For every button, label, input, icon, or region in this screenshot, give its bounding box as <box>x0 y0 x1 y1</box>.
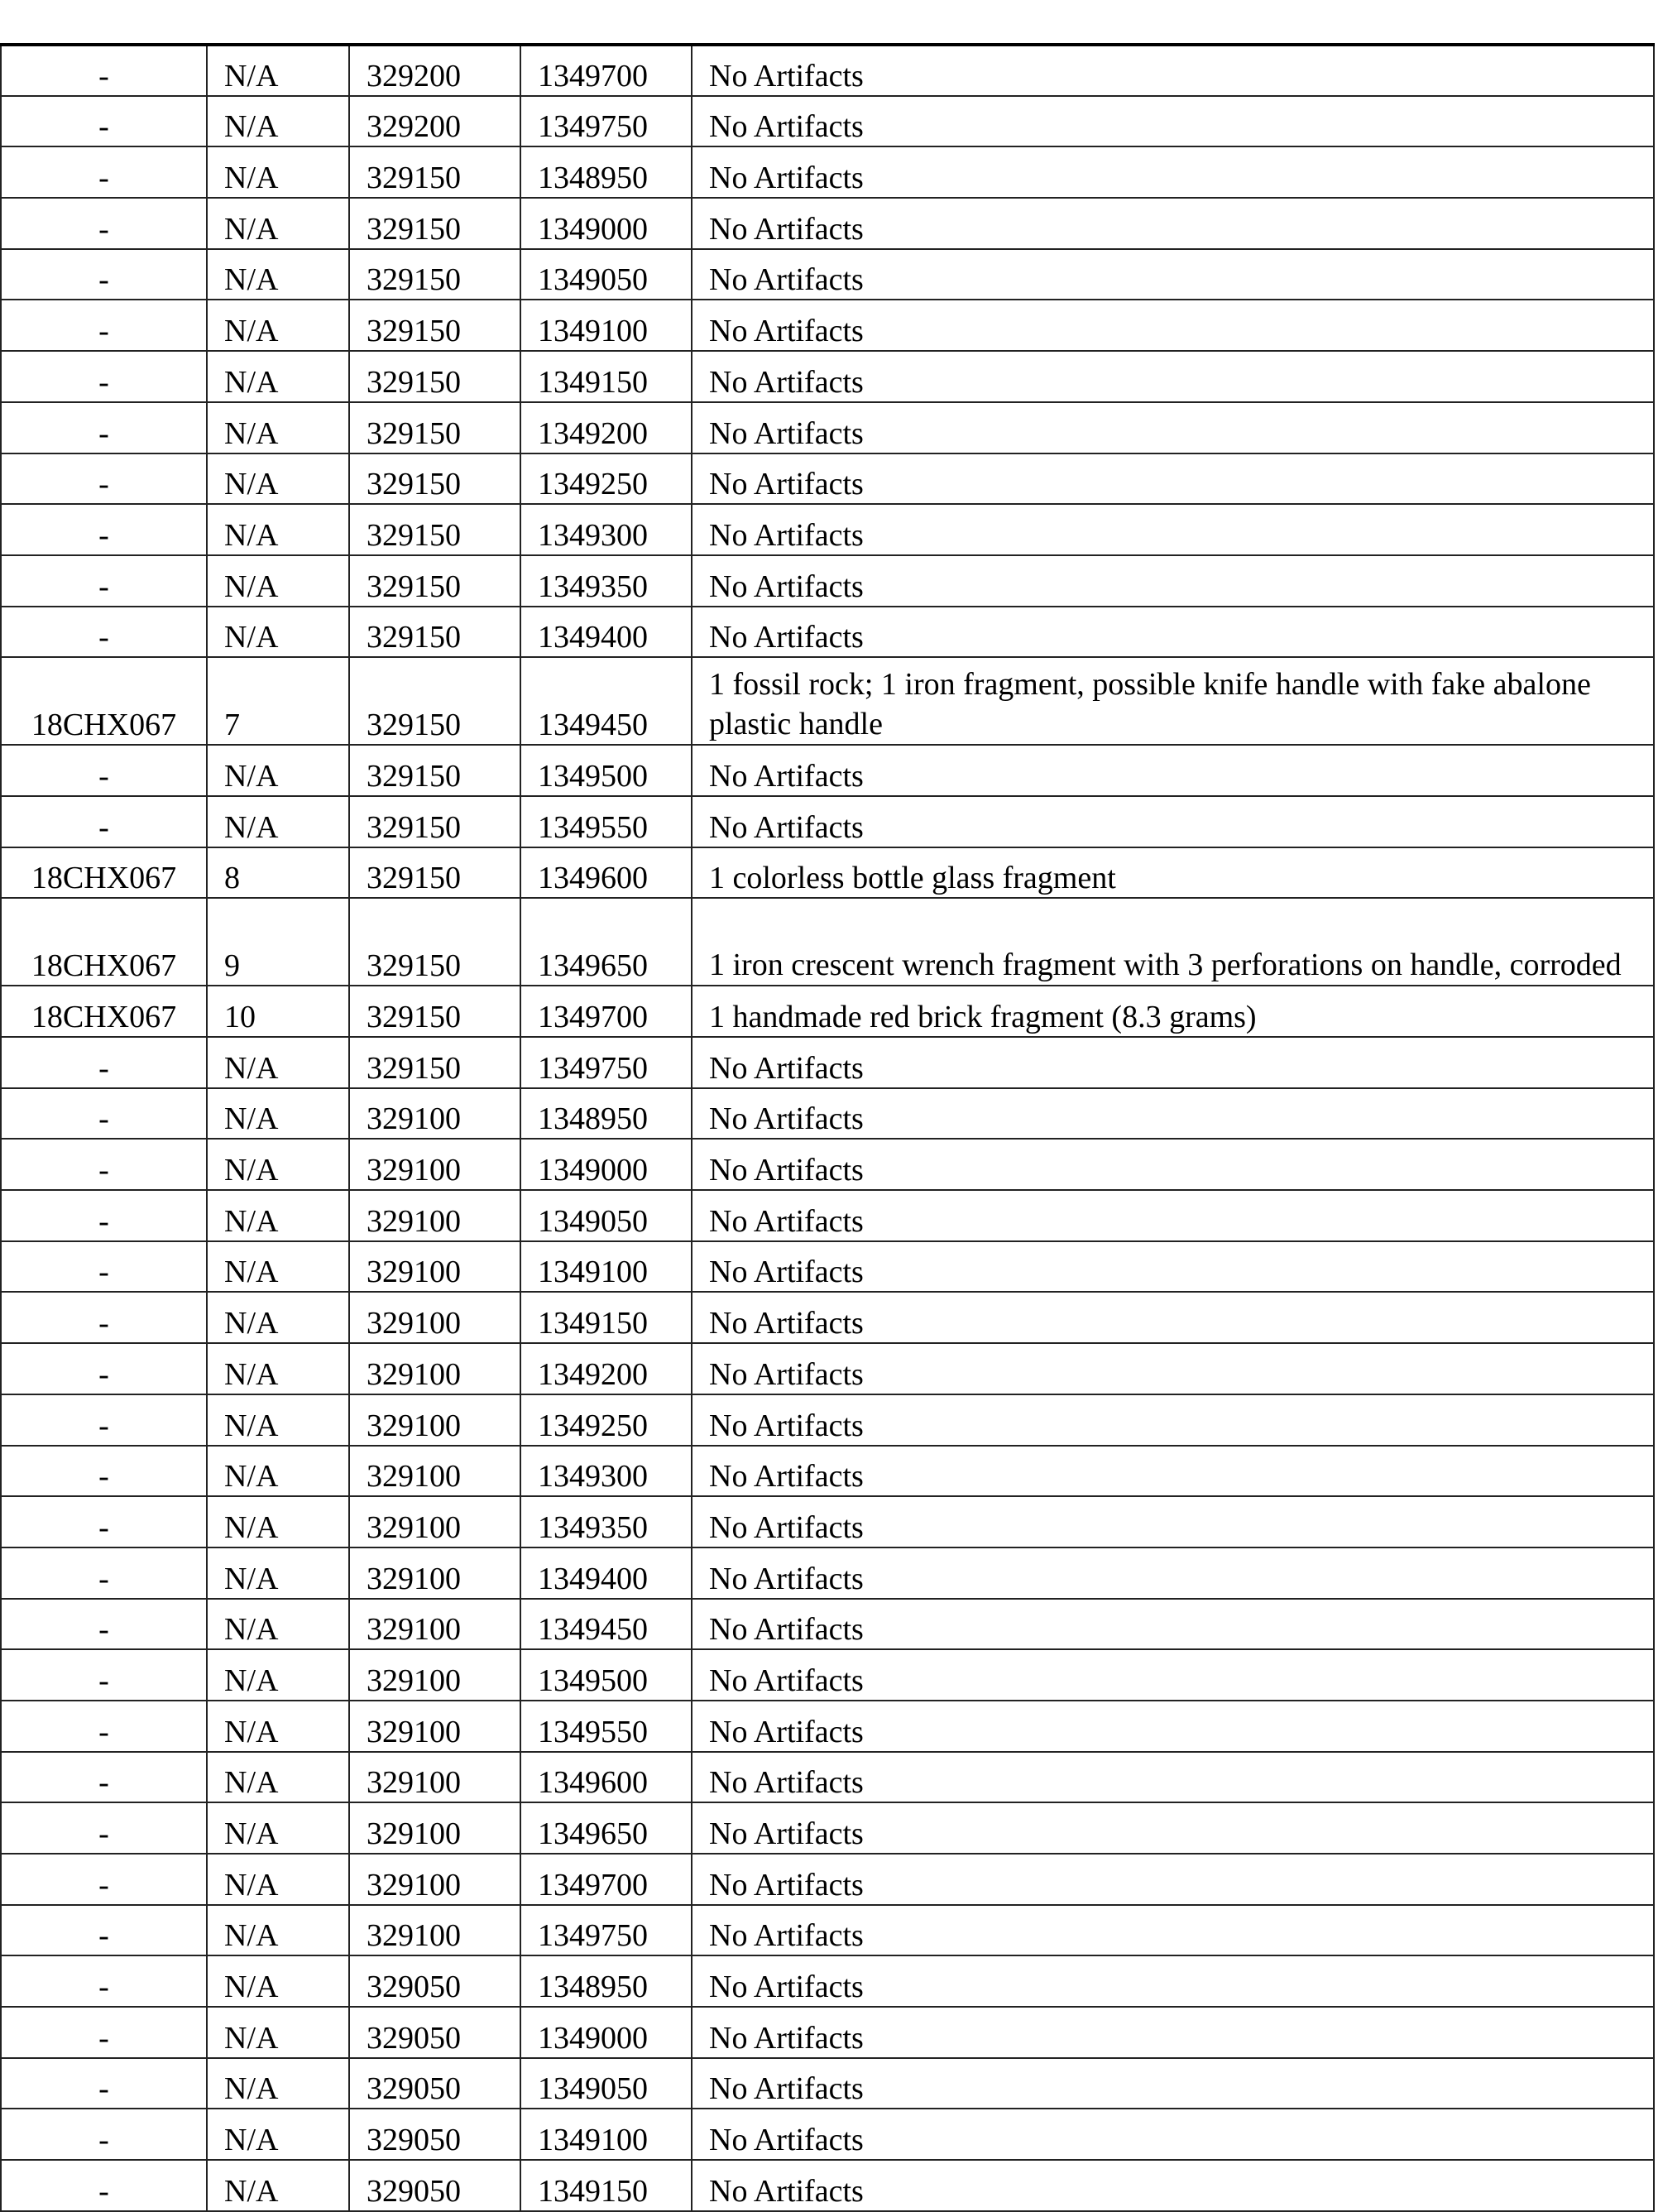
easting-cell: 329150 <box>349 453 520 505</box>
northing-cell: 1349050 <box>520 1190 692 1241</box>
table-row <box>1 1496 1654 1547</box>
northing-cell: 1349150 <box>520 351 692 402</box>
northing-cell: 1349100 <box>520 2109 692 2160</box>
artifact-description-cell: No Artifacts <box>692 796 1654 847</box>
northing-cell: 1349700 <box>520 45 692 96</box>
easting-cell: 329150 <box>349 504 520 555</box>
artifact-description-cell: No Artifacts <box>692 402 1654 453</box>
catalog-number-cell: N/A <box>207 45 349 96</box>
table-row <box>1 198 1654 249</box>
artifact-description-cell: No Artifacts <box>692 745 1654 796</box>
artifact-description-cell: No Artifacts <box>692 2109 1654 2160</box>
catalog-number-cell: N/A <box>207 1343 349 1394</box>
site-number-cell: 18CHX067 <box>1 847 207 899</box>
site-number-cell: - <box>1 1854 207 1905</box>
table-row <box>1 1139 1654 1190</box>
northing-cell: 1349700 <box>520 986 692 1037</box>
table-row <box>1 1088 1654 1140</box>
northing-cell: 1349000 <box>520 1139 692 1190</box>
catalog-number-cell: N/A <box>207 453 349 505</box>
easting-cell: 329050 <box>349 2007 520 2058</box>
northing-cell: 1349100 <box>520 300 692 351</box>
table-row <box>1 1752 1654 1803</box>
artifact-description-cell: No Artifacts <box>692 1955 1654 2007</box>
table-row <box>1 796 1654 847</box>
site-number-cell: - <box>1 198 207 249</box>
table-row <box>1 249 1654 300</box>
site-number-cell: - <box>1 1394 207 1446</box>
artifact-description-cell: No Artifacts <box>692 45 1654 96</box>
catalog-number-cell: N/A <box>207 1802 349 1854</box>
table-row <box>1 1649 1654 1701</box>
catalog-number-cell: N/A <box>207 1037 349 1088</box>
site-number-cell: - <box>1 249 207 300</box>
catalog-number-cell: N/A <box>207 2160 349 2211</box>
northing-cell: 1349100 <box>520 1241 692 1293</box>
site-number-cell: - <box>1 2007 207 2058</box>
catalog-number-cell: 7 <box>207 657 349 745</box>
artifact-description-cell: No Artifacts <box>692 1037 1654 1088</box>
catalog-number-cell: 10 <box>207 986 349 1037</box>
table-row <box>1 1394 1654 1446</box>
site-number-cell: - <box>1 1292 207 1343</box>
site-number-cell: - <box>1 1190 207 1241</box>
table-row <box>1 1701 1654 1752</box>
northing-cell: 1349350 <box>520 1496 692 1547</box>
artifact-description-cell: No Artifacts <box>692 1547 1654 1599</box>
table-row <box>1 1037 1654 1088</box>
easting-cell: 329150 <box>349 745 520 796</box>
northing-cell: 1349050 <box>520 2058 692 2109</box>
table-row <box>1 1241 1654 1293</box>
site-number-cell: - <box>1 402 207 453</box>
easting-cell: 329100 <box>349 1496 520 1547</box>
catalog-number-cell: N/A <box>207 1292 349 1343</box>
artifact-description-cell: No Artifacts <box>692 1599 1654 1650</box>
table-row <box>1 45 1654 96</box>
table-row <box>1 1955 1654 2007</box>
northing-cell: 1349200 <box>520 402 692 453</box>
site-number-cell: 18CHX067 <box>1 657 207 745</box>
northing-cell: 1349300 <box>520 1446 692 1497</box>
easting-cell: 329100 <box>349 1292 520 1343</box>
northing-cell: 1349500 <box>520 745 692 796</box>
table-row <box>1 1343 1654 1394</box>
easting-cell: 329100 <box>349 1547 520 1599</box>
site-number-cell: 18CHX067 <box>1 898 207 986</box>
catalog-number-cell: N/A <box>207 300 349 351</box>
catalog-number-cell: N/A <box>207 555 349 607</box>
catalog-number-cell: N/A <box>207 607 349 658</box>
site-number-cell: - <box>1 745 207 796</box>
northing-cell: 1349650 <box>520 1802 692 1854</box>
easting-cell: 329100 <box>349 1139 520 1190</box>
easting-cell: 329050 <box>349 1955 520 2007</box>
northing-cell: 1349700 <box>520 1854 692 1905</box>
artifact-table <box>0 43 1655 2212</box>
northing-cell: 1348950 <box>520 1088 692 1140</box>
table-row <box>1 2058 1654 2109</box>
catalog-number-cell: N/A <box>207 249 349 300</box>
table-row <box>1 898 1654 986</box>
northing-cell: 1349250 <box>520 1394 692 1446</box>
table-row <box>1 402 1654 453</box>
easting-cell: 329050 <box>349 2160 520 2211</box>
artifact-description-cell: No Artifacts <box>692 607 1654 658</box>
site-number-cell: - <box>1 351 207 402</box>
site-number-cell: - <box>1 1446 207 1497</box>
easting-cell: 329200 <box>349 96 520 147</box>
easting-cell: 329100 <box>349 1802 520 1854</box>
catalog-number-cell: 9 <box>207 898 349 986</box>
site-number-cell: - <box>1 96 207 147</box>
catalog-number-cell: N/A <box>207 1701 349 1752</box>
site-number-cell: - <box>1 1905 207 1956</box>
easting-cell: 329150 <box>349 986 520 1037</box>
artifact-description-cell: No Artifacts <box>692 504 1654 555</box>
easting-cell: 329100 <box>349 1905 520 1956</box>
artifact-description-cell: 1 handmade red brick fragment (8.3 grams) <box>692 986 1654 1037</box>
northing-cell: 1349400 <box>520 1547 692 1599</box>
easting-cell: 329100 <box>349 1088 520 1140</box>
easting-cell: 329150 <box>349 796 520 847</box>
site-number-cell: - <box>1 1802 207 1854</box>
catalog-number-cell: N/A <box>207 745 349 796</box>
site-number-cell: - <box>1 555 207 607</box>
northing-cell: 1349000 <box>520 2007 692 2058</box>
table-row <box>1 1292 1654 1343</box>
easting-cell: 329150 <box>349 657 520 745</box>
catalog-number-cell: N/A <box>207 1955 349 2007</box>
northing-cell: 1349000 <box>520 198 692 249</box>
northing-cell: 1348950 <box>520 1955 692 2007</box>
easting-cell: 329100 <box>349 1343 520 1394</box>
catalog-number-cell: N/A <box>207 2007 349 2058</box>
site-number-cell: - <box>1 1701 207 1752</box>
site-number-cell: - <box>1 300 207 351</box>
catalog-number-cell: N/A <box>207 1496 349 1547</box>
table-row <box>1 2160 1654 2211</box>
easting-cell: 329050 <box>349 2109 520 2160</box>
easting-cell: 329100 <box>349 1649 520 1701</box>
site-number-cell: - <box>1 1496 207 1547</box>
northing-cell: 1349550 <box>520 1701 692 1752</box>
artifact-description-cell: No Artifacts <box>692 2007 1654 2058</box>
easting-cell: 329150 <box>349 607 520 658</box>
site-number-cell: - <box>1 1241 207 1293</box>
table-row <box>1 1854 1654 1905</box>
easting-cell: 329100 <box>349 1599 520 1650</box>
catalog-number-cell: N/A <box>207 402 349 453</box>
site-number-cell: - <box>1 1599 207 1650</box>
northing-cell: 1349600 <box>520 847 692 899</box>
table-row <box>1 351 1654 402</box>
northing-cell: 1349150 <box>520 1292 692 1343</box>
table-row <box>1 847 1654 899</box>
catalog-number-cell: N/A <box>207 1905 349 1956</box>
artifact-description-cell: No Artifacts <box>692 1190 1654 1241</box>
catalog-number-cell: N/A <box>207 1394 349 1446</box>
artifact-description-cell: No Artifacts <box>692 1752 1654 1803</box>
easting-cell: 329100 <box>349 1854 520 1905</box>
easting-cell: 329150 <box>349 1037 520 1088</box>
northing-cell: 1348950 <box>520 146 692 198</box>
artifact-description-cell: No Artifacts <box>692 1802 1654 1854</box>
catalog-number-cell: N/A <box>207 1752 349 1803</box>
catalog-number-cell: N/A <box>207 2058 349 2109</box>
easting-cell: 329150 <box>349 146 520 198</box>
site-number-cell: - <box>1 146 207 198</box>
table-row <box>1 657 1654 745</box>
artifact-description-cell: No Artifacts <box>692 1394 1654 1446</box>
table-row <box>1 2109 1654 2160</box>
northing-cell: 1349550 <box>520 796 692 847</box>
artifact-description-cell: 1 iron crescent wrench fragment with 3 perforations on handle, corroded <box>692 898 1654 986</box>
catalog-number-cell: N/A <box>207 1241 349 1293</box>
artifact-description-cell: No Artifacts <box>692 1241 1654 1293</box>
catalog-number-cell: N/A <box>207 1088 349 1140</box>
catalog-number-cell: N/A <box>207 146 349 198</box>
artifact-description-cell: No Artifacts <box>692 1343 1654 1394</box>
table-row <box>1 146 1654 198</box>
site-number-cell: - <box>1 504 207 555</box>
catalog-number-cell: N/A <box>207 1190 349 1241</box>
easting-cell: 329150 <box>349 300 520 351</box>
northing-cell: 1349750 <box>520 1037 692 1088</box>
site-number-cell: - <box>1 1649 207 1701</box>
artifact-description-cell: No Artifacts <box>692 1139 1654 1190</box>
table-row <box>1 1190 1654 1241</box>
catalog-number-cell: N/A <box>207 1139 349 1190</box>
table-row <box>1 1905 1654 1956</box>
easting-cell: 329150 <box>349 555 520 607</box>
site-number-cell: - <box>1 1547 207 1599</box>
site-number-cell: - <box>1 1752 207 1803</box>
artifact-description-cell: No Artifacts <box>692 1905 1654 1956</box>
catalog-number-cell: N/A <box>207 2109 349 2160</box>
northing-cell: 1349750 <box>520 96 692 147</box>
artifact-description-cell: No Artifacts <box>692 1854 1654 1905</box>
artifact-description-cell: No Artifacts <box>692 555 1654 607</box>
artifact-description-cell: No Artifacts <box>692 300 1654 351</box>
table-row <box>1 1547 1654 1599</box>
easting-cell: 329100 <box>349 1701 520 1752</box>
easting-cell: 329100 <box>349 1241 520 1293</box>
artifact-table-body <box>1 45 1654 2211</box>
table-row <box>1 453 1654 505</box>
table-row <box>1 504 1654 555</box>
site-number-cell: - <box>1 1088 207 1140</box>
northing-cell: 1349500 <box>520 1649 692 1701</box>
site-number-cell: 18CHX067 <box>1 986 207 1037</box>
easting-cell: 329150 <box>349 402 520 453</box>
artifact-description-cell: No Artifacts <box>692 1292 1654 1343</box>
site-number-cell: - <box>1 2109 207 2160</box>
artifact-description-cell: No Artifacts <box>692 2058 1654 2109</box>
northing-cell: 1349150 <box>520 2160 692 2211</box>
artifact-description-cell: No Artifacts <box>692 96 1654 147</box>
site-number-cell: - <box>1 796 207 847</box>
table-row <box>1 1802 1654 1854</box>
table-row <box>1 986 1654 1037</box>
artifact-description-cell: 1 fossil rock; 1 iron fragment, possible knife handle with fake abalone plastic handle <box>692 657 1654 745</box>
northing-cell: 1349750 <box>520 1905 692 1956</box>
northing-cell: 1349450 <box>520 657 692 745</box>
catalog-number-cell: N/A <box>207 1446 349 1497</box>
northing-cell: 1349450 <box>520 1599 692 1650</box>
catalog-number-cell: N/A <box>207 96 349 147</box>
easting-cell: 329150 <box>349 351 520 402</box>
site-number-cell: - <box>1 1139 207 1190</box>
table-row <box>1 1599 1654 1650</box>
site-number-cell: - <box>1 607 207 658</box>
easting-cell: 329150 <box>349 898 520 986</box>
northing-cell: 1349250 <box>520 453 692 505</box>
easting-cell: 329100 <box>349 1752 520 1803</box>
northing-cell: 1349600 <box>520 1752 692 1803</box>
easting-cell: 329100 <box>349 1394 520 1446</box>
northing-cell: 1349300 <box>520 504 692 555</box>
easting-cell: 329100 <box>349 1446 520 1497</box>
artifact-description-cell: No Artifacts <box>692 453 1654 505</box>
artifact-description-cell: No Artifacts <box>692 198 1654 249</box>
site-number-cell: - <box>1 1343 207 1394</box>
northing-cell: 1349400 <box>520 607 692 658</box>
easting-cell: 329150 <box>349 847 520 899</box>
catalog-number-cell: 8 <box>207 847 349 899</box>
artifact-description-cell: No Artifacts <box>692 351 1654 402</box>
northing-cell: 1349350 <box>520 555 692 607</box>
artifact-table-container <box>0 43 1653 2212</box>
easting-cell: 329050 <box>349 2058 520 2109</box>
site-number-cell: - <box>1 1955 207 2007</box>
table-row <box>1 555 1654 607</box>
easting-cell: 329200 <box>349 45 520 96</box>
table-row <box>1 2007 1654 2058</box>
easting-cell: 329100 <box>349 1190 520 1241</box>
northing-cell: 1349050 <box>520 249 692 300</box>
table-row <box>1 745 1654 796</box>
catalog-number-cell: N/A <box>207 1854 349 1905</box>
site-number-cell: - <box>1 2058 207 2109</box>
table-row <box>1 1446 1654 1497</box>
northing-cell: 1349650 <box>520 898 692 986</box>
table-row <box>1 300 1654 351</box>
site-number-cell: - <box>1 2160 207 2211</box>
site-number-cell: - <box>1 453 207 505</box>
table-row <box>1 96 1654 147</box>
catalog-number-cell: N/A <box>207 1649 349 1701</box>
artifact-description-cell: No Artifacts <box>692 1446 1654 1497</box>
catalog-number-cell: N/A <box>207 1547 349 1599</box>
catalog-number-cell: N/A <box>207 796 349 847</box>
artifact-description-cell: No Artifacts <box>692 249 1654 300</box>
artifact-description-cell: No Artifacts <box>692 146 1654 198</box>
artifact-description-cell: No Artifacts <box>692 1088 1654 1140</box>
catalog-number-cell: N/A <box>207 351 349 402</box>
catalog-number-cell: N/A <box>207 198 349 249</box>
catalog-number-cell: N/A <box>207 1599 349 1650</box>
easting-cell: 329150 <box>349 198 520 249</box>
site-number-cell: - <box>1 45 207 96</box>
northing-cell: 1349200 <box>520 1343 692 1394</box>
artifact-description-cell: 1 colorless bottle glass fragment <box>692 847 1654 899</box>
site-number-cell: - <box>1 1037 207 1088</box>
catalog-number-cell: N/A <box>207 504 349 555</box>
artifact-description-cell: No Artifacts <box>692 1701 1654 1752</box>
artifact-description-cell: No Artifacts <box>692 1649 1654 1701</box>
easting-cell: 329150 <box>349 249 520 300</box>
artifact-description-cell: No Artifacts <box>692 2160 1654 2211</box>
artifact-description-cell: No Artifacts <box>692 1496 1654 1547</box>
table-row <box>1 607 1654 658</box>
